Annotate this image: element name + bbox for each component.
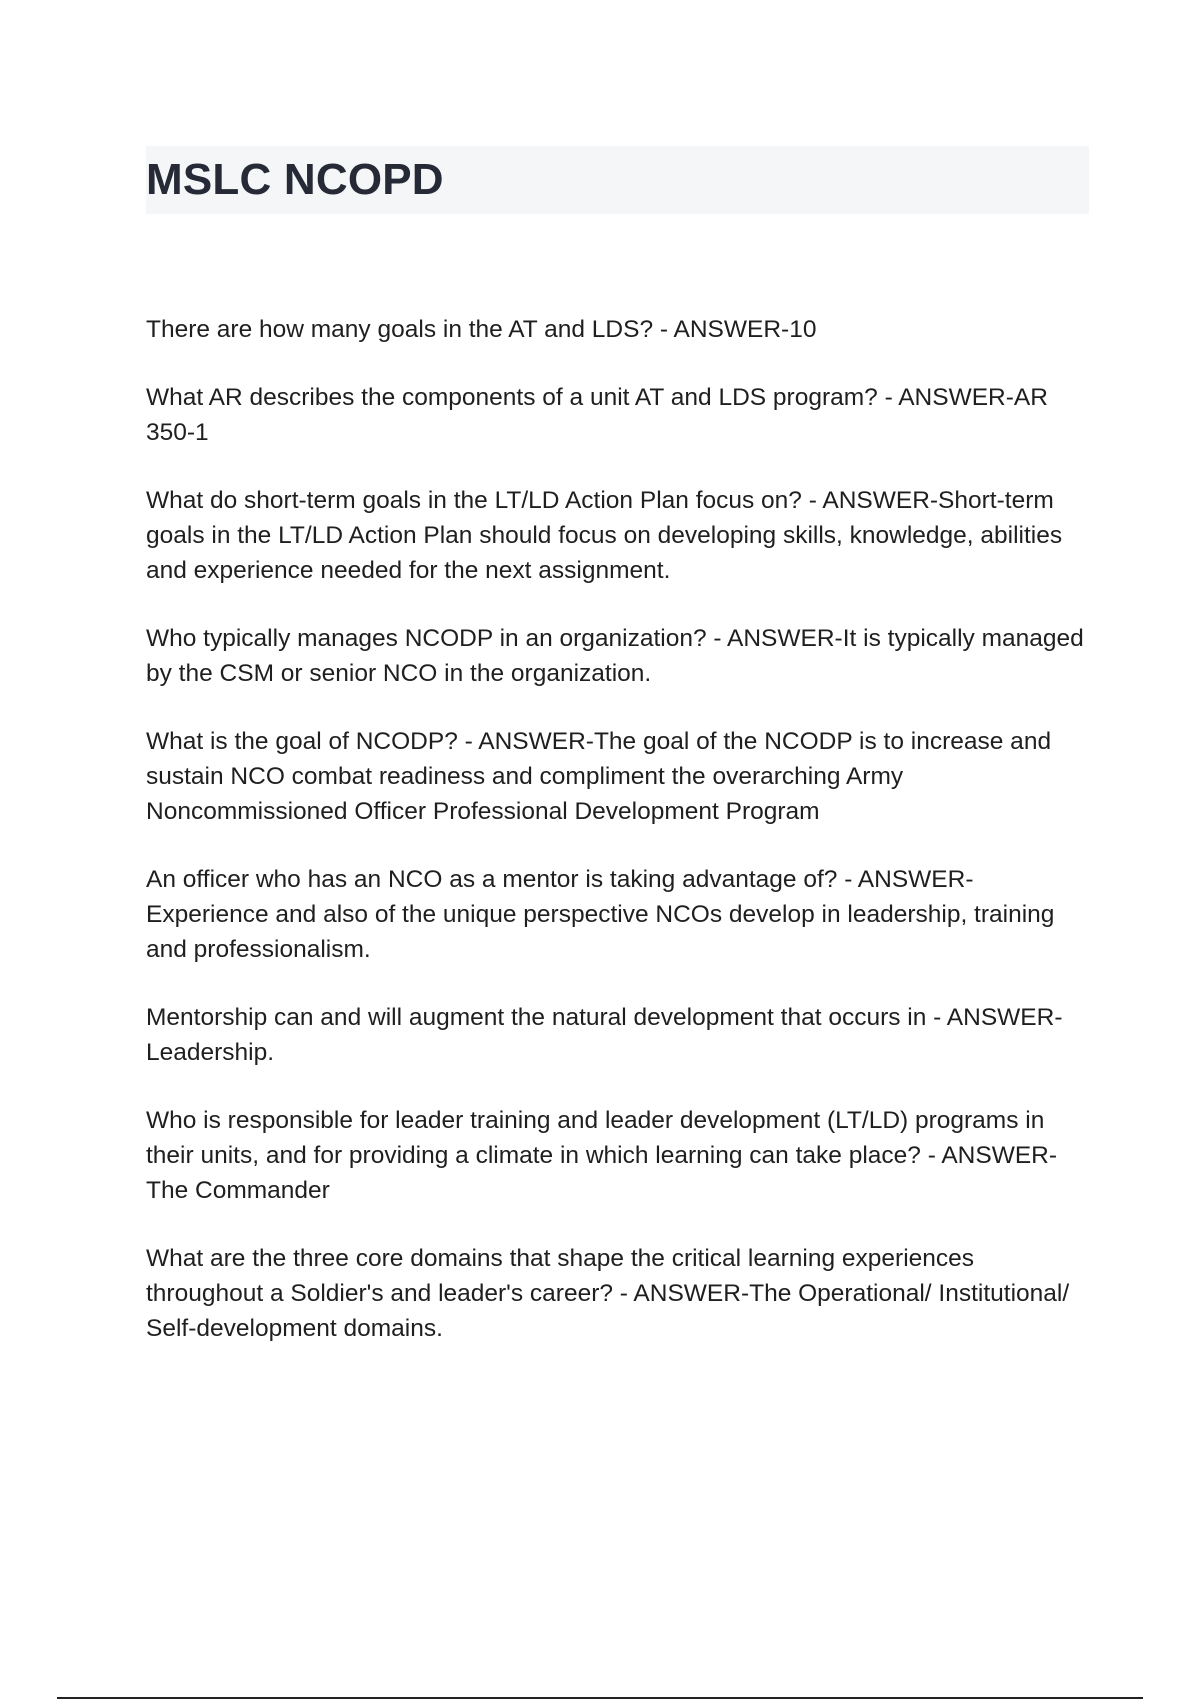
qa-item: There are how many goals in the AT and LDS? - ANSWER-10: [146, 316, 817, 343]
title-band: [146, 146, 1089, 214]
page-title: MSLC NCOPD: [146, 155, 444, 204]
footer-divider: [57, 1697, 1143, 1699]
qa-item: What do short-term goals in the LT/LD Action Plan focus on? - ANSWER-Short-term goals in the LT/LD Action Plan should focus on developing skills, knowledge, abilities and experience needed for the next assignment.: [146, 487, 1063, 584]
qa-item: Mentorship can and will augment the natural development that occurs in - ANSWER-Leadership.: [146, 1004, 1063, 1066]
qa-item: What AR describes the components of a unit AT and LDS program? - ANSWER-AR 350-1: [146, 384, 1048, 446]
qa-item: What are the three core domains that shape the critical learning experiences throughout a Soldier's and leader's career? - ANSWER-The Operational/ Institutional/ Self-development domains.: [146, 1245, 1070, 1342]
qa-item: Who typically manages NCODP in an organization? - ANSWER-It is typically managed by the CSM or senior NCO in the organization.: [146, 625, 1084, 687]
qa-item: What is the goal of NCODP? - ANSWER-The goal of the NCODP is to increase and sustain NCO combat readiness and compliment the overarching Army Noncommissioned Officer Professional Development Program: [146, 728, 1052, 825]
qa-item: Who is responsible for leader training and leader development (LT/LD) programs in their units, and for providing a climate in which learning can take place? - ANSWER-The Commander: [146, 1107, 1058, 1204]
qa-list: [146, 312, 1086, 1379]
qa-item: An officer who has an NCO as a mentor is taking advantage of? - ANSWER-Experience and also of the unique perspective NCOs develop in leadership, training and professionalism.: [146, 866, 1055, 963]
